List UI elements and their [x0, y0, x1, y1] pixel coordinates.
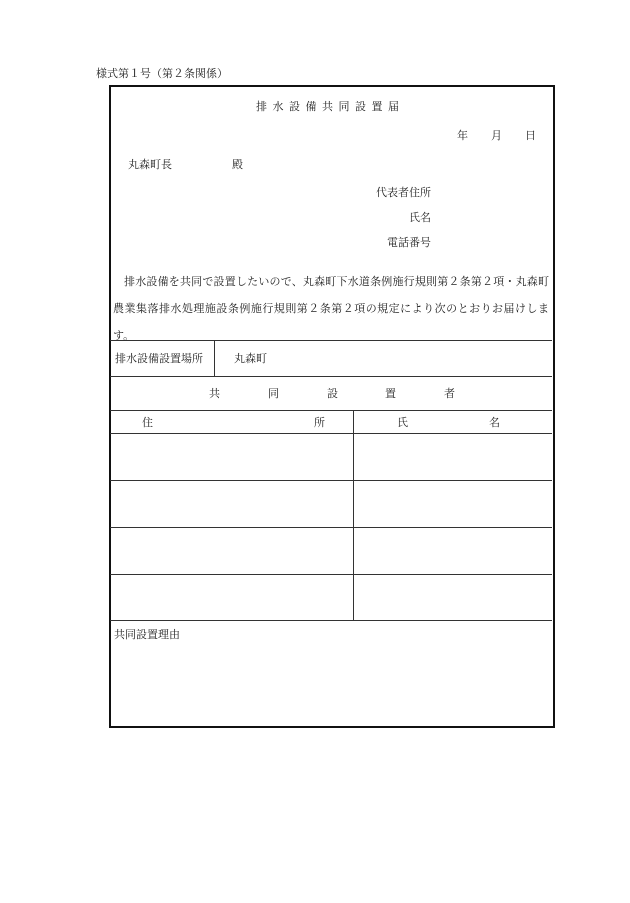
- co-installers-heading-char: 置: [385, 387, 396, 400]
- reason-label: 共同設置理由: [114, 628, 180, 641]
- name-cell[interactable]: [358, 579, 546, 617]
- location-label: 排水設備設置場所: [115, 352, 203, 365]
- column-header-name: 氏: [397, 416, 408, 429]
- divider: [110, 410, 552, 411]
- location-divider: [214, 341, 215, 376]
- body-paragraph: 排水設備を共同で設置したいので、丸森町下水道条例施行規則第２条第２項・丸森町農業集落排水処理施設条例施行規則第２条第２項の規定により次のとおりお届けします。: [113, 275, 549, 342]
- representative-phone-label: 電話番号: [387, 236, 431, 249]
- address-cell[interactable]: [114, 532, 348, 570]
- location-value: 丸森町: [234, 352, 267, 365]
- divider: [110, 620, 552, 621]
- co-installers-heading-char: 設: [327, 387, 338, 400]
- divider: [110, 340, 552, 341]
- co-installers-heading-char: 共: [209, 387, 220, 400]
- name-cell[interactable]: [358, 438, 546, 476]
- column-header-address: 住: [142, 416, 153, 429]
- form-number: 様式第１号（第２条関係）: [96, 67, 228, 80]
- divider: [110, 376, 552, 377]
- date-year: 年: [457, 129, 468, 142]
- divider: [110, 574, 552, 575]
- co-installers-heading-char: 同: [268, 387, 279, 400]
- name-cell[interactable]: [358, 532, 546, 570]
- divider: [110, 433, 552, 434]
- reason-field[interactable]: [114, 645, 548, 720]
- divider: [110, 480, 552, 481]
- form-title: 排 水 設 備 共 同 設 置 届: [256, 100, 400, 113]
- representative-address-label: 代表者住所: [376, 186, 431, 199]
- column-divider: [353, 411, 354, 620]
- address-cell[interactable]: [114, 485, 348, 523]
- divider: [110, 527, 552, 528]
- co-installers-heading-char: 者: [444, 387, 455, 400]
- addressee-honorific: 殿: [232, 158, 243, 171]
- address-cell[interactable]: [114, 438, 348, 476]
- representative-name-label: 氏名: [409, 211, 431, 224]
- date-day: 日: [525, 129, 536, 142]
- address-cell[interactable]: [114, 579, 348, 617]
- name-cell[interactable]: [358, 485, 546, 523]
- date-month: 月: [491, 129, 502, 142]
- addressee-name: 丸森町長: [128, 158, 172, 171]
- column-header-name: 名: [489, 416, 500, 429]
- column-header-address: 所: [314, 416, 325, 429]
